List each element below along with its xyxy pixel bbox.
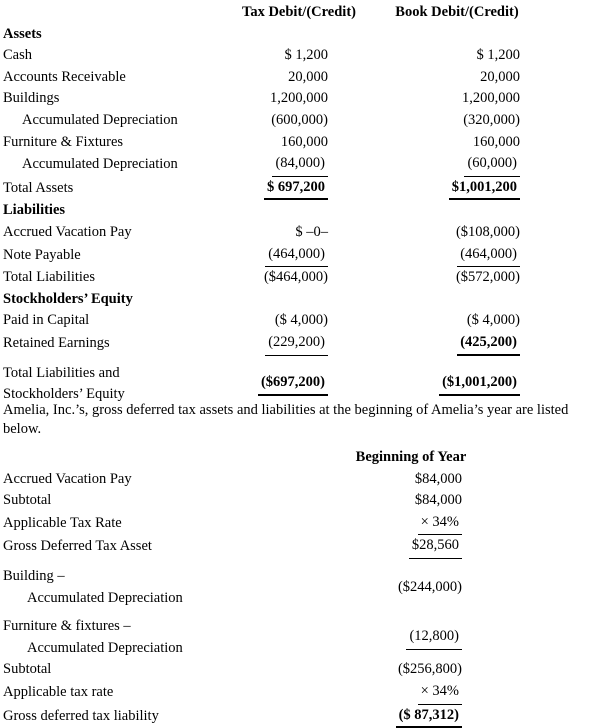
row-value-accrued-vacation-pay-book: ($108,000) [455,223,520,240]
row-value-accounts-receivable-tax: 20,000 [288,68,328,85]
table-row [0,153,600,177]
section-liabilities-book-blank [366,200,600,222]
section-assets-book-blank [366,24,600,46]
row-label-total-liabilities: Total Liabilities [3,269,96,286]
table-row [0,132,600,154]
row-value-paid-in-capital-tax: ($ 4,000) [274,312,328,329]
row-value-dt-applicable-tax-rate-asset [330,512,600,536]
underlined-value: (464,000) [457,244,520,268]
table-row [0,559,600,609]
row-label-accrued-vacation-pay: Accrued Vacation Pay [3,223,132,240]
underlined-value: (12,800) [406,626,462,650]
row-label-dt-building-accum-dep [0,559,330,609]
table-row [0,705,600,728]
row-label-accounts-receivable: Accounts Receivable [3,68,126,85]
section-title-stockholders-equity: Stockholders’ Equity [3,290,133,307]
balance-sheet-table [0,2,600,406]
row-value-buildings-accum-dep-tax: (600,000) [271,111,328,128]
row-label-dt-subtotal-asset: Subtotal [3,492,52,509]
table-row [0,535,600,559]
row-value-dt-applicable-tax-rate-liability [330,681,600,705]
row-value-total-liab-equity-tax [242,356,366,406]
row-value-buildings-tax: 1,200,000 [270,90,328,107]
row-value-accounts-receivable-book: 20,000 [480,68,520,85]
row-value-retained-earnings-tax [242,332,366,356]
row-label-cash: Cash [3,47,32,64]
table-row [0,469,600,491]
row-label-dt-gross-deferred-tax-liability: Gross deferred tax liability [3,707,159,724]
header-blank [0,2,242,24]
row-value-retained-earnings-book [366,332,600,356]
row-label-furniture-fixtures: Furniture & Fixtures [3,133,124,150]
row-label-retained-earnings: Retained Earnings [3,334,110,351]
row-label-note-payable: Note Payable [3,246,81,263]
table-row [0,659,600,681]
row-label-buildings: Buildings [3,90,60,107]
underlined-value: $28,560 [409,535,462,559]
row-label-line2: Accumulated Depreciation [27,589,183,606]
underlined-total: ($1,001,200) [439,372,520,396]
row-value-dt-subtotal-liability: ($256,800) [397,661,462,678]
row-value-cash-tax: $ 1,200 [284,47,328,64]
row-label-furniture-accumulated-depreciation: Accumulated Depreciation [22,156,178,173]
row-value-accrued-vacation-pay-tax: $ –0– [295,223,328,240]
row-label-dt-applicable-tax-rate-asset: Applicable Tax Rate [3,514,122,531]
section-equity-book-blank [366,289,600,311]
row-value-cash-book: $ 1,200 [476,47,520,64]
section-row-assets [0,24,600,46]
table-row [0,609,600,659]
section-title-assets: Assets [3,25,42,42]
row-value-total-assets-tax [242,177,366,201]
table-row [0,88,600,110]
section-title-liabilities: Liabilities [3,202,66,219]
row-value-furniture-accum-dep-book [366,153,600,177]
row-value-dt-furniture-accum-dep [330,609,600,659]
underlined-total: (425,200) [457,332,520,356]
underlined-value: (60,000) [464,153,520,177]
row-value-total-liab-equity-book [366,356,600,406]
table-row [0,244,600,268]
section-assets-tax-blank [242,24,366,46]
body-paragraph: Amelia, Inc.’s, gross deferred tax assets and liabilities at the beginning of Amelia’s year are listed below. [3,402,569,437]
underlined-total: ($697,200) [258,372,328,396]
row-label-dt-furniture-accum-dep [0,609,330,659]
row-value-total-assets-book [366,177,600,201]
header-tax-debit-credit: Tax Debit/(Credit) [242,4,356,20]
row-label-line1: Building – [3,567,65,584]
table-header-row [0,447,600,469]
section-equity-tax-blank [242,289,366,311]
row-label-dt-applicable-tax-rate-liability: Applicable tax rate [3,683,114,700]
row-label-total-liabilities-and-equity [0,356,242,406]
deferred-tax-table-wrapper [0,447,600,728]
row-value-dt-accrued-vacation-pay: $84,000 [414,470,462,487]
underlined-value: (464,000) [265,244,328,268]
row-value-total-liabilities-book: ($572,000) [455,269,520,286]
table-row [0,681,600,705]
row-value-furniture-fixtures-book: 160,000 [472,133,520,150]
table-row-total-liabilities [0,267,600,289]
underlined-value: × 34% [418,512,462,536]
table-row-total-liabilities-and-equity [0,356,600,406]
row-label-buildings-accumulated-depreciation: Accumulated Depreciation [22,111,178,128]
underlined-total: ($ 87,312) [396,705,462,728]
underlined-total: $ 697,200 [264,177,328,201]
row-value-dt-subtotal-asset: $84,000 [414,492,462,509]
header-beginning-of-year: Beginning of Year [355,449,467,465]
section-liabilities-tax-blank [242,200,366,222]
row-value-note-payable-book [366,244,600,268]
row-label-paid-in-capital: Paid in Capital [3,312,90,329]
underlined-value: (229,200) [265,332,328,356]
balance-sheet-table-wrapper [0,2,600,406]
table-row [0,332,600,356]
row-value-paid-in-capital-book: ($ 4,000) [466,312,520,329]
row-value-dt-gross-deferred-tax-liability [330,705,600,728]
row-value-furniture-accum-dep-tax [242,153,366,177]
table-row [0,490,600,512]
table-row [0,222,600,244]
table-row [0,67,600,89]
underlined-value: (84,000) [272,153,328,177]
row-label-line1: Furniture & fixtures – [3,618,131,635]
table-row-total-assets [0,177,600,201]
table-row [0,512,600,536]
row-value-buildings-book: 1,200,000 [462,90,520,107]
underlined-value: × 34% [418,681,462,705]
row-label-dt-subtotal-liability: Subtotal [3,661,52,678]
row-label-line2: Accumulated Depreciation [27,639,183,656]
deferred-tax-table [0,447,600,728]
table-header-row [0,2,600,24]
header-book-debit-credit: Book Debit/(Credit) [395,4,519,20]
row-label-total-assets: Total Assets [3,179,74,196]
row-value-furniture-fixtures-tax: 160,000 [280,133,328,150]
row-value-total-liabilities-tax: ($464,000) [263,269,328,286]
header-blank-deferred [0,447,330,469]
section-row-liabilities [0,200,600,222]
row-value-dt-building-accum-dep: ($244,000) [397,578,462,595]
table-row [0,110,600,132]
row-label-line2: Stockholders’ Equity [3,386,125,403]
table-row [0,310,600,332]
row-value-dt-gross-deferred-tax-asset [330,535,600,559]
row-label-dt-gross-deferred-tax-asset: Gross Deferred Tax Asset [3,538,152,555]
underlined-total: $1,001,200 [449,177,520,201]
row-value-buildings-accum-dep-book: (320,000) [463,111,520,128]
row-label-dt-accrued-vacation-pay: Accrued Vacation Pay [3,470,132,487]
table-row [0,45,600,67]
section-row-stockholders-equity [0,289,600,311]
row-label-line1: Total Liabilities and [3,364,120,381]
row-value-note-payable-tax [242,244,366,268]
